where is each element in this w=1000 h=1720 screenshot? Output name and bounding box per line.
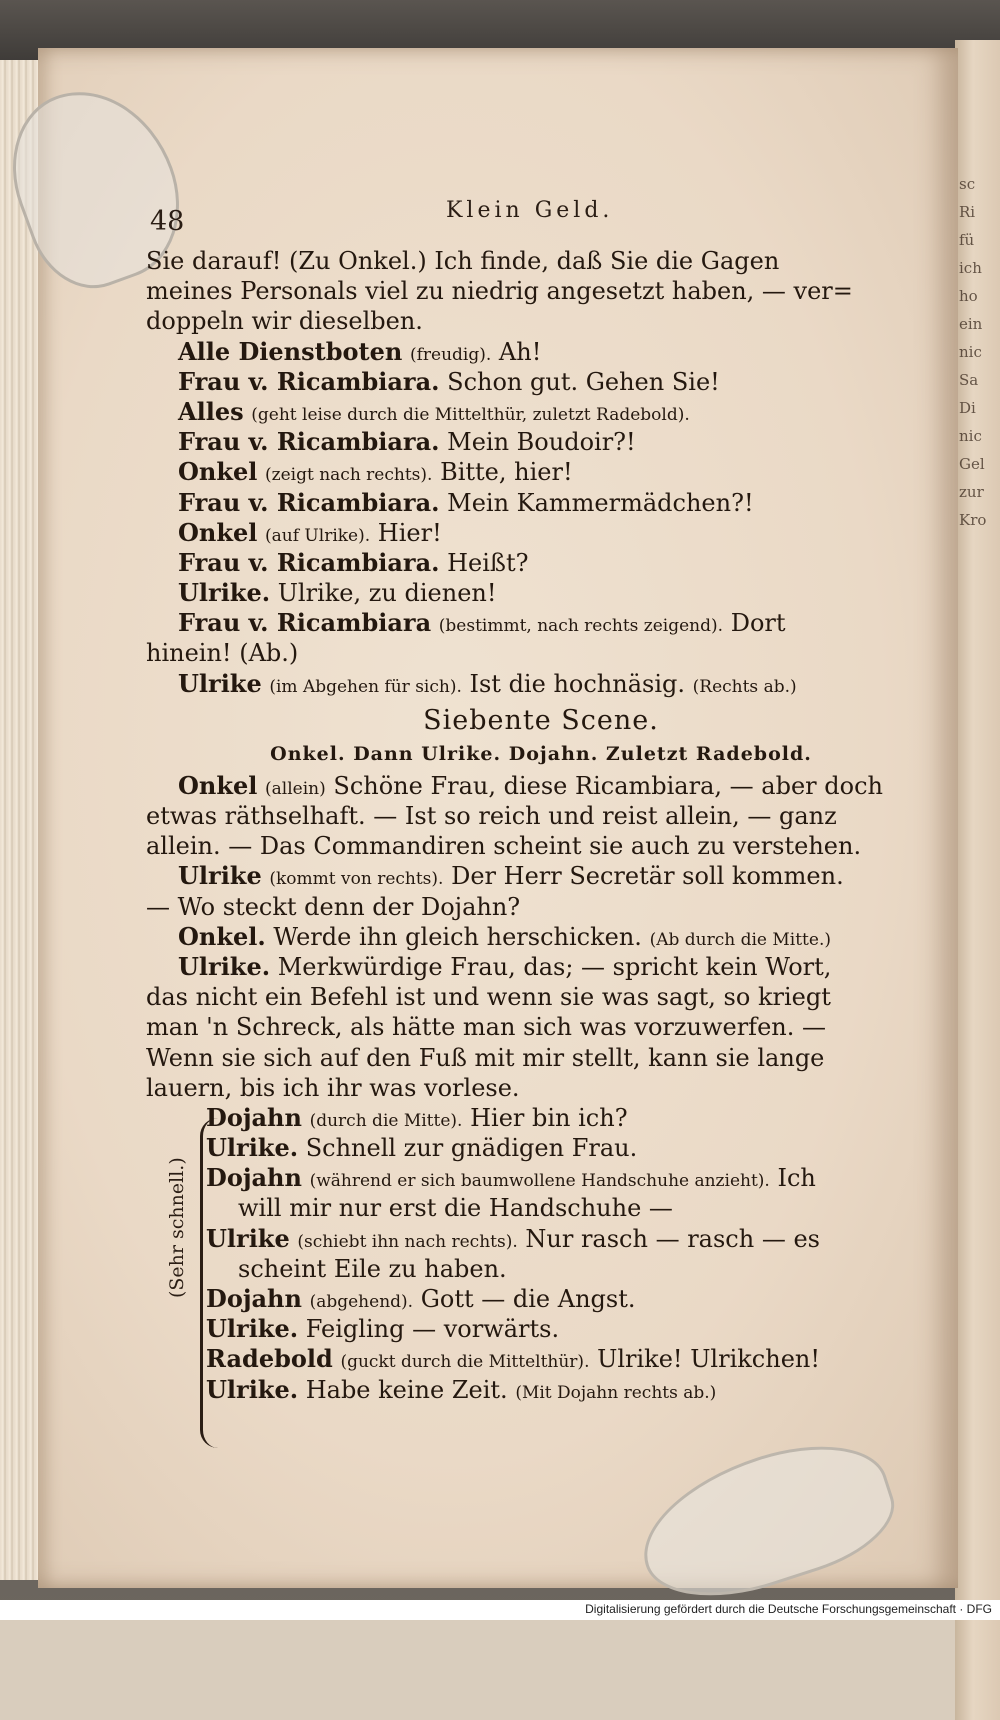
book-page (38, 48, 958, 1588)
speaker-name: Frau v. Ricambiara. (178, 487, 440, 517)
dialogue-line (146, 669, 936, 699)
dialogue-line (146, 488, 936, 518)
stage-direction: (freudig). (409, 344, 492, 365)
scene-heading (146, 699, 936, 739)
dialogue-text: Ulrike, zu dienen! (277, 579, 497, 608)
dialogue-text: das nicht ein Befehl ist und wenn sie was sagt, so kriegt (146, 983, 831, 1012)
dialogue-text: Merkwürdige Frau, das; — spricht kein Wort, (277, 952, 832, 981)
footer-credit: Digitalisierung gefördert durch die Deutsche Forschungsgemeinschaft · DFG (585, 1602, 992, 1616)
text-line-content: hinein! (Ab.) (146, 639, 299, 668)
speaker-name: Onkel (178, 517, 258, 547)
text-line-content: Sie darauf! (Zu Onkel.) Ich finde, daß Sie die Gagen (146, 247, 780, 275)
speed-bracket (200, 1118, 237, 1448)
speaker-name: Ulrike (206, 1223, 290, 1253)
dialogue-text: Der Herr Secretär soll kommen. (451, 862, 844, 891)
dialogue-line (146, 1103, 936, 1133)
page-header (38, 198, 958, 238)
dialogue-text: Dort (730, 609, 786, 638)
dialogue-line (146, 548, 936, 578)
dialogue-line (146, 367, 936, 397)
cast-list-text: Onkel. Dann Ulrike. Dojahn. Zuletzt Radebold. (270, 742, 812, 765)
speaker-name: Dojahn (206, 1102, 302, 1132)
stage-direction: (Mit Dojahn rechts ab.) (515, 1382, 717, 1403)
stage-direction: (kommt von rechts). (269, 869, 444, 890)
speaker-name: Onkel. (178, 921, 266, 951)
next-page-fragment: Kro (959, 511, 987, 529)
dialogue-line (146, 1284, 936, 1314)
dialogue-text: Habe keine Zeit. (305, 1375, 508, 1404)
speaker-name: Dojahn (206, 1163, 302, 1193)
dialogue-line (146, 1375, 936, 1405)
dialogue-line (146, 771, 936, 801)
stage-direction: (geht leise durch die Mittelthür, zuletzt Radebold). (251, 404, 690, 425)
speaker-name: Ulrike (178, 861, 262, 891)
speaker-name: Frau v. Ricambiara. (178, 366, 440, 396)
stage-direction: (auf Ulrike). (265, 525, 371, 546)
next-page-fragment: zur (959, 483, 984, 501)
speaker-name: Ulrike. (178, 578, 271, 608)
cast-list (146, 739, 936, 771)
next-page-fragment: sc (959, 175, 976, 193)
speed-bracket-label: (Sehr schnell.) (166, 1157, 188, 1298)
dialogue-text: Ich (777, 1164, 816, 1193)
stage-direction: (Rechts ab.) (692, 676, 797, 697)
dialogue-line (146, 831, 936, 861)
dialogue-line (146, 1344, 936, 1374)
stage-direction: (zeigt nach rechts). (265, 465, 433, 486)
stage-direction: (im Abgehen für sich). (269, 676, 462, 697)
dialogue-text: Schon gut. Gehen Sie! (447, 367, 720, 396)
text-line-content: meines Personals viel zu niedrig angesetzt haben, — ver= (146, 277, 853, 306)
dialogue-line (146, 457, 936, 487)
dialogue-line (146, 1012, 936, 1042)
dialogue-line (146, 1314, 936, 1344)
dialogue-line (146, 427, 936, 457)
dialogue-line (146, 892, 936, 922)
dialogue-text: Mein Boudoir?! (447, 428, 636, 457)
next-page-fragment: Ri (959, 203, 976, 221)
speaker-name: Ulrike (178, 668, 262, 698)
dialogue-text: Hier bin ich? (470, 1103, 628, 1132)
dialogue-line (146, 1224, 936, 1254)
text-line (146, 276, 936, 306)
dialogue-line (146, 801, 936, 831)
text-line (146, 638, 936, 668)
speaker-name: Dojahn (206, 1284, 302, 1313)
page-text (146, 246, 936, 1405)
dialogue-text: man 'n Schreck, als hätte man sich was vorzuwerfen. — (146, 1013, 826, 1042)
next-page-fragment: Gel (959, 455, 985, 473)
text-line (146, 246, 936, 276)
text-line-content: doppeln wir dieselben. (146, 307, 423, 336)
dialogue-line (146, 1133, 936, 1163)
speaker-name: Alles (178, 396, 244, 426)
stage-direction: (allein) (265, 778, 326, 799)
stage-direction: (guckt durch die Mittelthür). (340, 1352, 590, 1373)
stage-direction: (schiebt ihn nach rechts). (297, 1231, 518, 1252)
stage-direction: (Ab durch die Mitte.) (649, 929, 831, 950)
dialogue-line (146, 952, 936, 982)
stage-direction: (während er sich baumwollene Handschuhe anzieht). (309, 1171, 770, 1192)
dialogue-text: Werde ihn gleich herschicken. (273, 922, 642, 951)
speaker-name: Frau v. Ricambiara. (178, 427, 440, 457)
dialogue-text: Ist die hochnäsig. (469, 669, 685, 698)
speaker-name: Onkel (178, 457, 258, 487)
speaker-name: Frau v. Ricambiara (178, 608, 432, 638)
dialogue-line (146, 922, 936, 952)
dialogue-text: Gott — die Angst. (420, 1285, 636, 1313)
dialogue-text: — Wo steckt denn der Dojahn? (146, 892, 521, 921)
dialogue-line (146, 1193, 936, 1223)
speaker-name: Ulrike. (206, 1133, 299, 1163)
next-page-fragment: Sa (959, 371, 979, 389)
speaker-name: Frau v. Ricambiara. (178, 547, 440, 577)
speaker-name: Onkel (178, 770, 258, 800)
dialogue-line (146, 1163, 936, 1193)
next-page-fragment: nic (959, 343, 982, 361)
dialogue-text: Schnell zur gnädigen Frau. (305, 1134, 638, 1163)
dialogue-line (146, 1254, 936, 1284)
dialogue-text: Feigling — vorwärts. (305, 1315, 560, 1344)
speaker-name: Ulrike. (206, 1374, 299, 1404)
stage-direction: (durch die Mitte). (309, 1110, 463, 1131)
dialogue-text: Hier! (377, 518, 442, 547)
dialogue-line (146, 337, 936, 367)
dialogue-line (146, 1073, 936, 1103)
speaker-name: Alle Dienstboten (178, 336, 403, 366)
dialogue-text: allein. — Das Commandiren scheint sie auch zu verstehen. (146, 832, 862, 861)
digitization-footer (0, 1600, 1000, 1620)
scene-heading-text: Siebente Scene. (423, 704, 659, 736)
dialogue-text: Schöne Frau, diese Ricambiara, — aber doch (333, 771, 883, 800)
stage-direction: (bestimmt, nach rechts zeigend). (438, 616, 724, 637)
dialogue-text: will mir nur erst die Handschuhe — (238, 1194, 673, 1223)
dialogue-line (146, 982, 936, 1012)
dialogue-text: lauern, bis ich ihr was vorlese. (146, 1073, 520, 1102)
dialogue-text: Ulrike! Ulrikchen! (597, 1345, 820, 1374)
dialogue-text: Wenn sie sich auf den Fuß mit mir stellt, kann sie lange (146, 1043, 825, 1072)
next-page-fragment: ho (959, 287, 978, 305)
speaker-name: Ulrike. (178, 951, 271, 981)
dialogue-text: Heißt? (447, 548, 529, 577)
dialogue-line (146, 518, 936, 548)
running-head: Klein Geld. (446, 198, 614, 223)
dialogue-text: etwas räthselhaft. — Ist so reich und reist allein, — ganz (146, 802, 837, 830)
page-number: 48 (150, 206, 185, 237)
dialogue-line (146, 1043, 936, 1073)
next-page-edge (955, 40, 1000, 1720)
dialogue-line (146, 608, 936, 638)
dialogue-text: Nur rasch — rasch — es (525, 1224, 820, 1253)
dialogue-text: Ah! (498, 337, 542, 366)
next-page-fragment: Di (959, 399, 976, 417)
next-page-fragment: ich (959, 259, 982, 277)
next-page-fragment: ein (959, 315, 983, 333)
dialogue-line (146, 578, 936, 608)
next-page-fragment: nic (959, 427, 982, 445)
text-line (146, 306, 936, 336)
dialogue-line (146, 861, 936, 891)
stage-direction: (abgehend). (309, 1292, 414, 1312)
speaker-name: Ulrike. (206, 1314, 299, 1344)
speaker-name: Radebold (206, 1344, 333, 1374)
dialogue-text: Bitte, hier! (440, 458, 573, 487)
dialogue-text: scheint Eile zu haben. (238, 1254, 507, 1283)
dialogue-line (146, 397, 936, 427)
dialogue-text: Mein Kammermädchen?! (447, 488, 754, 517)
next-page-fragment: fü (959, 231, 975, 249)
